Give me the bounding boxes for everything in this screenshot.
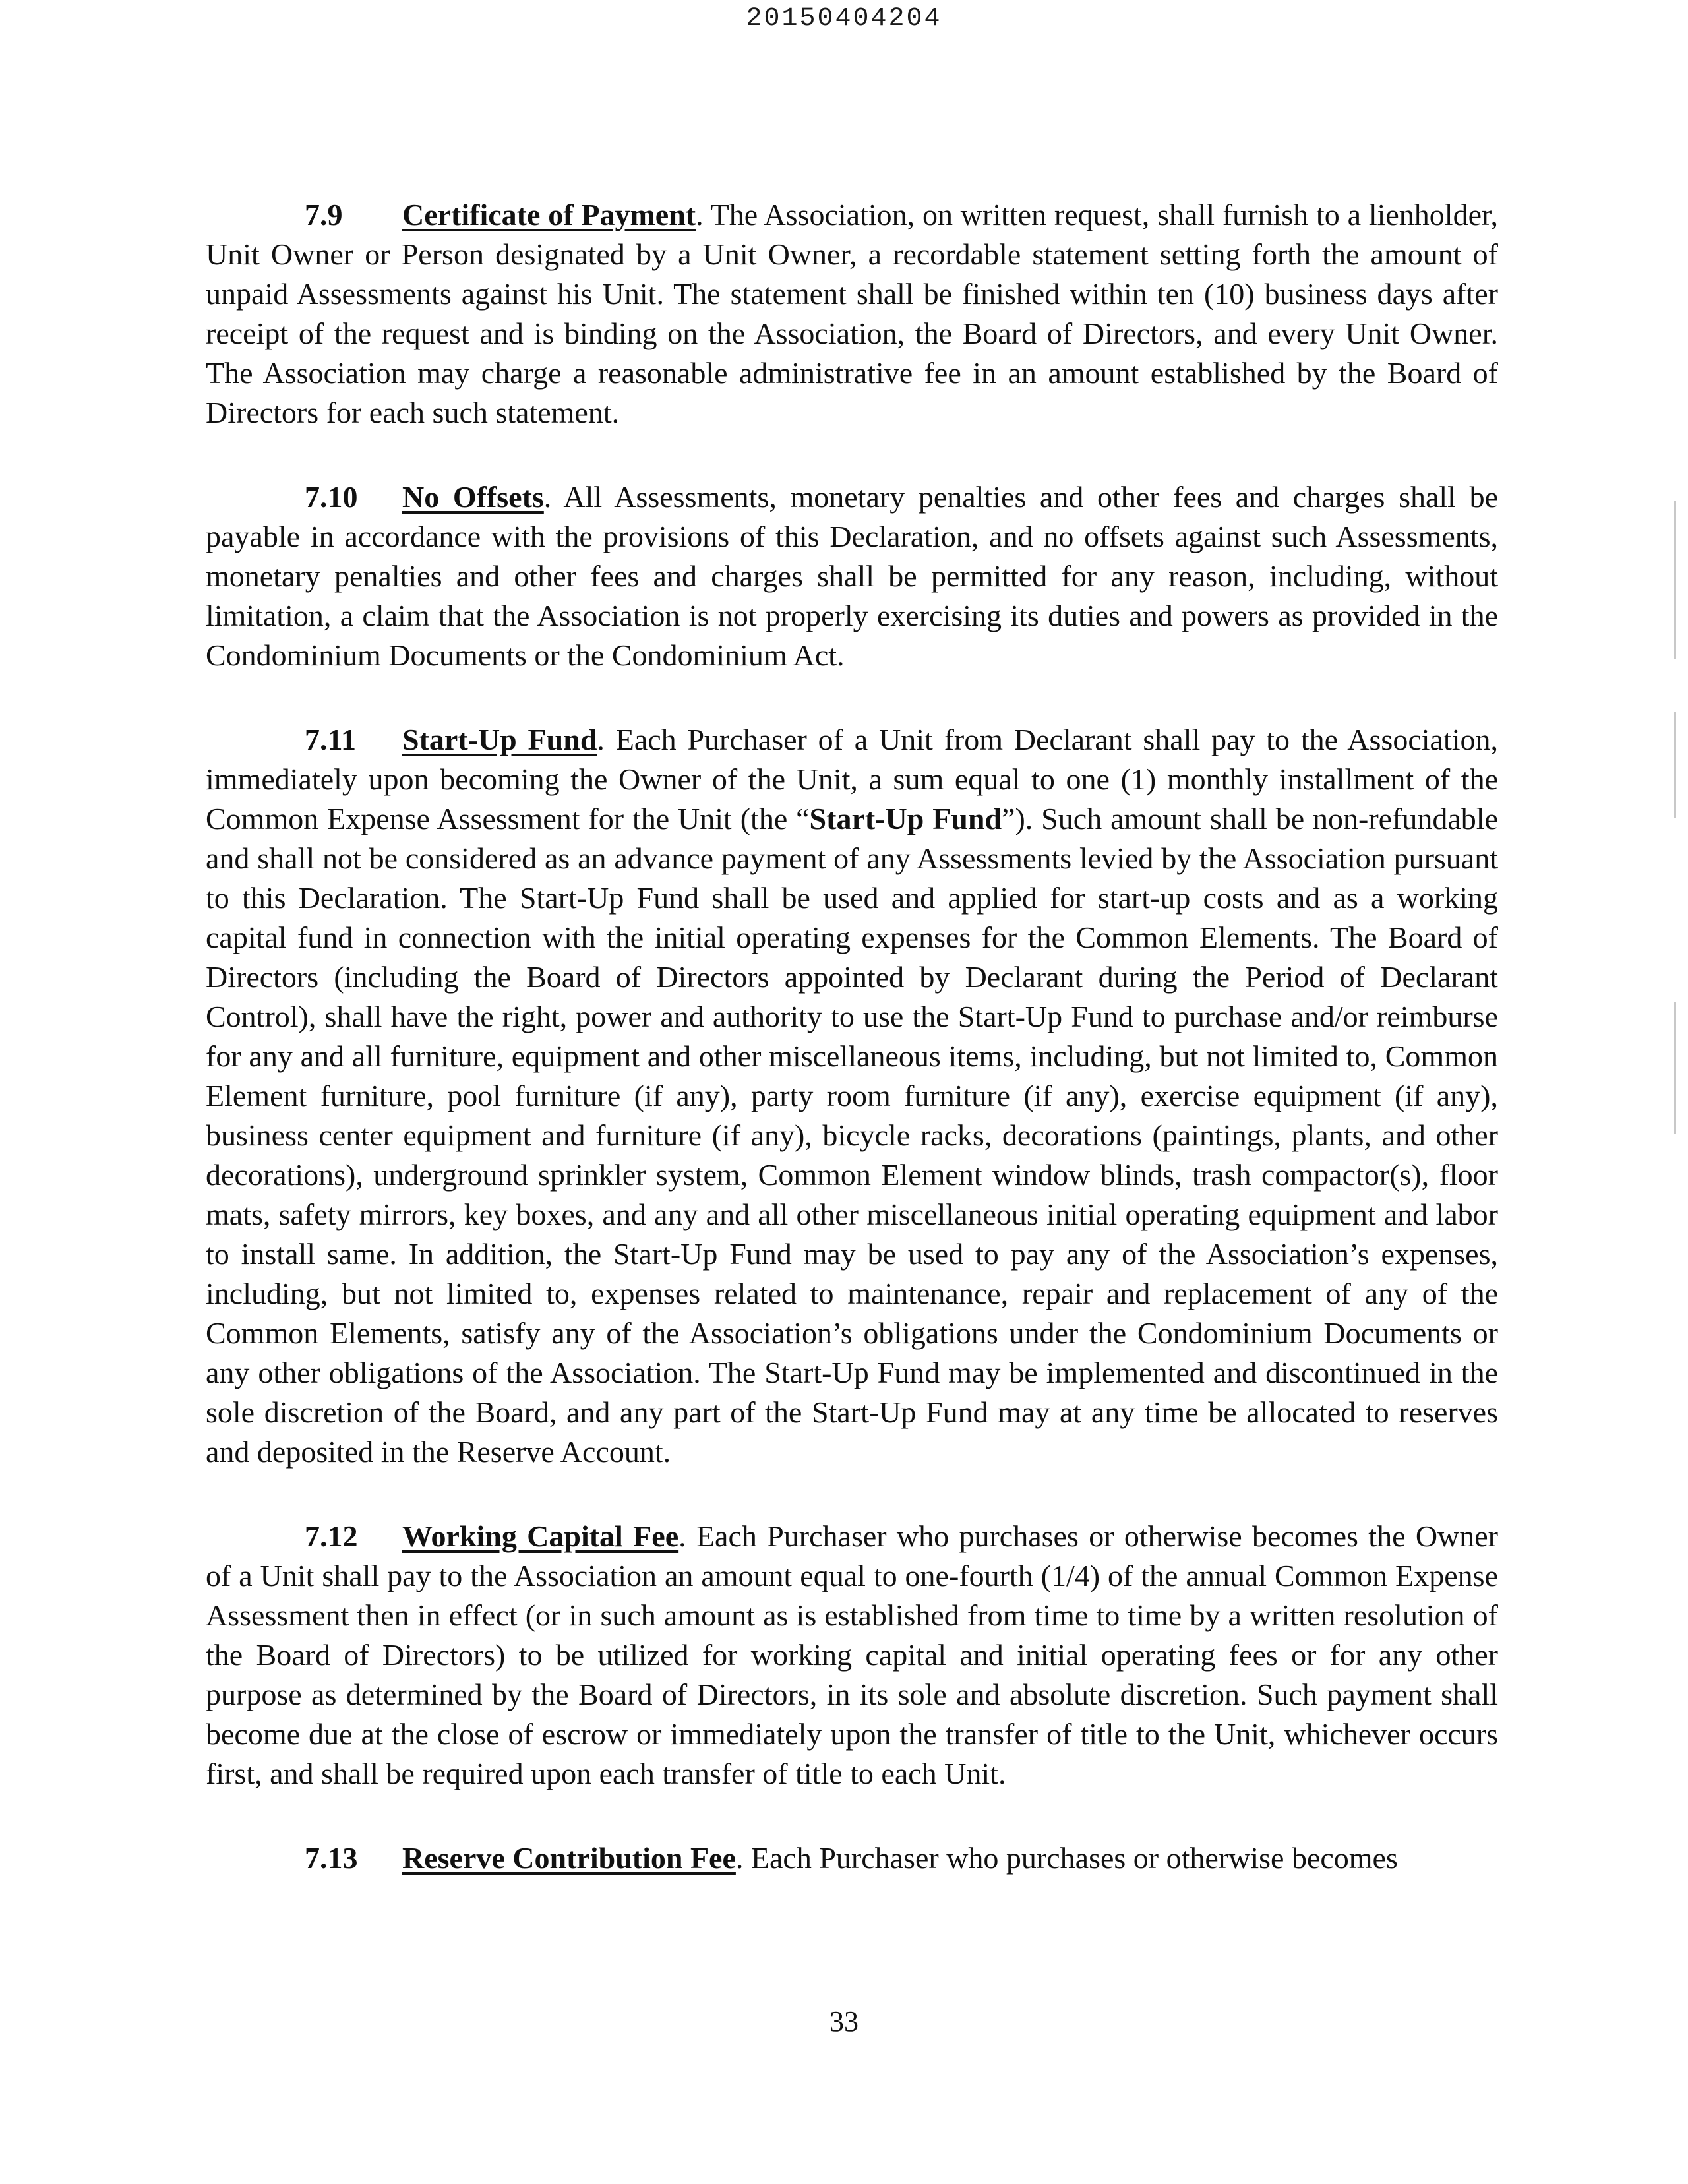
section-7-10 xyxy=(206,477,1498,675)
section-text: Each Purchaser who purchases or otherwise becomes xyxy=(743,1841,1398,1875)
section-text: Each Purchaser who purchases or otherwise becomes the Owner of a Unit shall pay to the Association an amount equal to one-fourth (1/4) of the annual Common Expense Assessment then in effect (or in such amount as is established from time to time by a written resolution of the Board of Directors) to be utilized for working capital and initial operating fees or for any other purpose as determined by the Board of Directors, in its sole and absolute discretion. Such payment shall become due at the close of escrow or immediately upon the transfer of title to the Unit, whichever occurs first, and shall be required upon each transfer of title to each Unit. xyxy=(206,1519,1498,1790)
section-text: Each Purchaser of a Unit from Declarant shall pay to the Association, immediately upon becoming the Owner of the Unit, a sum equal to one (1) monthly installment of the Common Expense Assessment for the Unit (the “ xyxy=(206,723,1499,835)
section-text: All Assessments, monetary penalties and other fees and charges shall be payable in accordance with the provisions of this Declaration, and no offsets against such Assessments, monetary penalties and other fees and charges shall be permitted for any reason, including, without limitation, a claim that the Association is not properly exercising its duties and powers as provided in the Condominium Documents or the Condominium Act. xyxy=(206,480,1498,672)
scan-edge-mark xyxy=(1674,1002,1676,1134)
section-title-period: . xyxy=(597,723,605,756)
section-title: Certificate of Payment xyxy=(402,198,696,231)
section-7-9 xyxy=(206,195,1498,433)
section-title: No Offsets xyxy=(402,480,544,514)
section-7-13 xyxy=(206,1838,1498,1878)
section-number: 7.10 xyxy=(305,480,358,514)
section-title-period: . xyxy=(543,480,552,514)
document-number: 20150404204 xyxy=(746,4,942,34)
page-number: 33 xyxy=(829,2005,859,2038)
section-number: 7.9 xyxy=(305,198,343,231)
section-number: 7.12 xyxy=(305,1519,358,1553)
section-7-12 xyxy=(206,1517,1498,1794)
defined-term: Start-Up Fund xyxy=(809,802,1002,835)
section-text-continued: ”). Such amount shall be non-refundable and shall not be considered as an advance payment of any Assessments levied by the Association pursuant to this Declaration. The Start-Up Fund shall be used and applied for start-up costs and as a working capital fund in connection with the initial operating expenses for the Common Elements. The Board of Directors (including the Board of Directors appointed by Declarant during the Period of Declarant Control), shall have the right, power and authority to use the Start-Up Fund to purchase and/or reimburse for any and all furniture, equipment and other miscellaneous items, including, but not limited to, Common Element furniture, pool furniture (if any), party room furniture (if any), exercise equipment (if any), business center equipment and furniture (if any), bicycle racks, decorations (paintings, plants, and other decorations), underground sprinkler system, Common Element window blinds, trash compactor(s), floor mats, safety mirrors, key boxes, and any and all other miscellaneous initial operating equipment and labor to install same. In addition, the Start-Up Fund may be used to pay any of the Association’s expenses, including, but not limited to, expenses related to maintenance, repair and replacement of any of the Common Elements, satisfy any of the Association’s obligations under the Condominium Documents or any other obligations of the Association. The Start-Up Fund may be implemented and discontinued in the sole discretion of the Board, and any part of the Start-Up Fund may at any time be allocated to reserves and deposited in the Reserve Account. xyxy=(206,802,1498,1469)
section-text: The Association, on written request, shall furnish to a lienholder, Unit Owner or Person designated by a Unit Owner, a recordable statement setting forth the amount of unpaid Assessments against his Unit. The statement shall be finished within ten (10) business days after receipt of the request and is binding on the Association, the Board of Directors, and every Unit Owner. The Association may charge a reasonable administrative fee in an amount established by the Board of Directors for each such statement. xyxy=(206,198,1498,429)
section-title: Reserve Contribution Fee xyxy=(402,1841,736,1875)
document-body xyxy=(206,195,1498,1923)
section-number: 7.13 xyxy=(305,1841,358,1875)
section-title-period: . xyxy=(696,198,704,231)
scan-edge-mark xyxy=(1674,712,1676,818)
section-title: Start-Up Fund xyxy=(402,723,597,756)
scan-edge-mark xyxy=(1674,501,1676,659)
section-title-period: . xyxy=(735,1841,744,1875)
section-number: 7.11 xyxy=(305,723,356,756)
section-7-11 xyxy=(206,720,1498,1472)
section-title-period: . xyxy=(678,1519,686,1553)
section-title: Working Capital Fee xyxy=(402,1519,679,1553)
